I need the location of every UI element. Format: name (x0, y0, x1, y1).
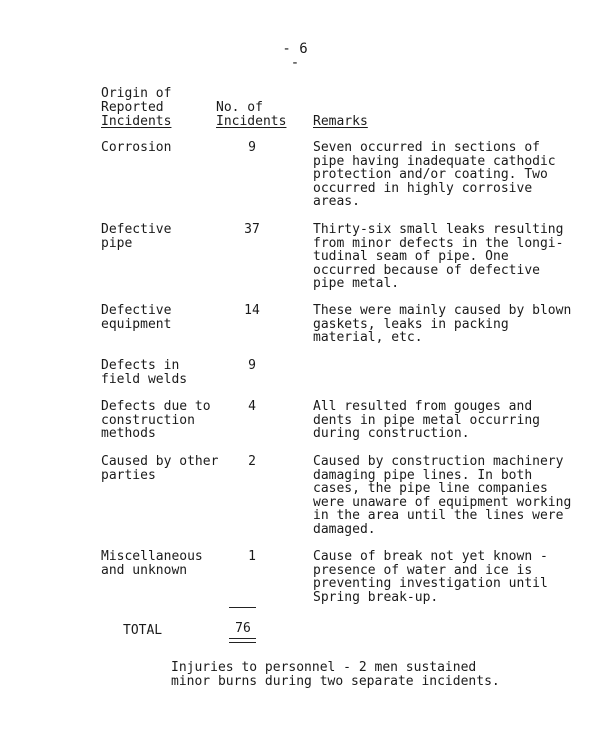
total-rule (229, 607, 256, 608)
count-cell: 4 (248, 399, 256, 414)
count-cell: 2 (248, 454, 256, 469)
total-label: TOTAL (123, 623, 163, 638)
remarks-cell: All resulted from gouges and dents in pipe metal occurring during construction. (313, 399, 540, 442)
header-origin-line2: Reported (101, 100, 164, 115)
remarks-cell: These were mainly caused by blown gaskets, leaks in packing material, etc. (313, 303, 572, 346)
count-cell: 37 (244, 222, 260, 237)
header-count-line1: No. of (216, 100, 263, 115)
total-double-rule-bottom (229, 642, 256, 643)
origin-cell: Defects in field welds (101, 358, 188, 387)
origin-cell: Corrosion (101, 140, 172, 155)
header-origin-line3: Incidents (101, 114, 172, 129)
origin-cell: Defective equipment (101, 303, 172, 332)
total-value: 76 (235, 621, 251, 636)
header-count-line2: Incidents (216, 114, 287, 129)
remarks-cell: Thirty-six small leaks resulting from minor defects in the longi- tudinal seam of pipe. One occurred because of defective pipe metal. (313, 222, 564, 292)
origin-cell: Caused by other parties (101, 454, 219, 483)
header-origin-line1: Origin of (101, 86, 172, 101)
remarks-cell: Cause of break not yet known - presence of water and ice is preventing investigation until Spring break-up. (313, 549, 548, 605)
count-cell: 9 (248, 140, 256, 155)
remarks-cell: Caused by construction machinery damaging pipe lines. In both cases, the pipe line companies were unaware of equipment working in the area until the lines were damaged. (313, 454, 572, 537)
count-cell: 9 (248, 358, 256, 373)
count-cell: 1 (248, 549, 256, 564)
header-remarks: Remarks (313, 114, 368, 129)
remarks-cell: Seven occurred in sections of pipe having inadequate cathodic protection and/or coating. Two occurred in highly corrosive areas. (313, 140, 556, 210)
injuries-note: Injuries to personnel - 2 men sustained minor burns during two separate incidents. (171, 660, 500, 689)
total-double-rule-top (229, 638, 256, 639)
origin-cell: Miscellaneous and unknown (101, 549, 203, 578)
origin-cell: Defects due to construction methods (101, 399, 211, 442)
page-number: - 6 - (282, 41, 308, 71)
count-cell: 14 (244, 303, 260, 318)
origin-cell: Defective pipe (101, 222, 172, 251)
